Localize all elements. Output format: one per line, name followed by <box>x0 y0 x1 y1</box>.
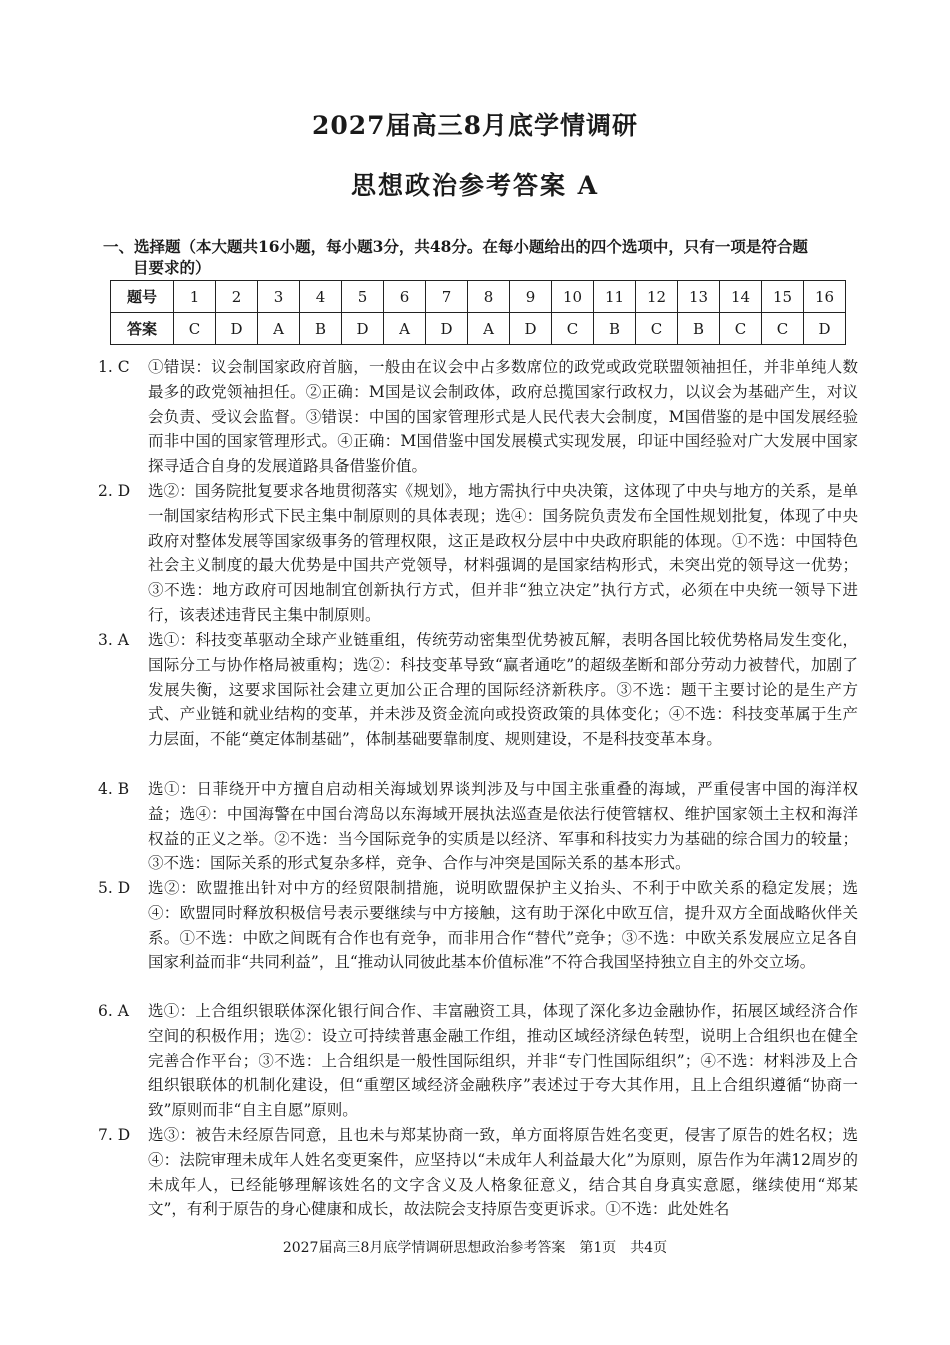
table-cell: 5 <box>342 281 384 313</box>
table-cell: D <box>804 313 846 345</box>
table-cell: D <box>510 313 552 345</box>
table-cell: 4 <box>300 281 342 313</box>
question-explanation <box>98 355 858 479</box>
table-cell: D <box>342 313 384 345</box>
question-text: 选③：被告未经原告同意，且也未与郑某协商一致，单方面将原告姓名变更，侵害了原告的姓名权；选④：法院审理未成年人姓名变更案件，应坚持以“未成年人利益最大化”为原则，原告作为年满12周岁的未成年人，已经能够理解该姓名的文字含义及人格象征意义，结合其自身真实意愿，继续使用“郑某文”，有利于原告的身心健康和成长，故法院会支持原告变更诉求。①不选：此处姓名 <box>148 1126 858 1219</box>
question-text: ①错误：议会制国家政府首脑，一般由在议会中占多数席位的政党或政党联盟领袖担任，并非单纯人数最多的政党领袖担任。②正确：M国是议会制政体，政府总揽国家行政权力，以议会为基础产生，对议会负责、受议会监督。③错误：中国的国家管理形式是人民代表大会制度，M国借鉴的是中国发展经验而非中国的国家管理形式。④正确：M国借鉴中国发展模式实现发展，印证中国经验对广大发展中国家探寻适合自身的发展道路具备借鉴价值。 <box>148 358 858 476</box>
question-explanation <box>98 999 858 1123</box>
table-cell: 2 <box>216 281 258 313</box>
table-cell: 12 <box>636 281 678 313</box>
table-cell: 7 <box>426 281 468 313</box>
table-cell: C <box>552 313 594 345</box>
document-title: 2027届高三8月底学情调研 <box>312 111 638 140</box>
question-number: 7. D <box>98 1126 131 1144</box>
table-cell: 14 <box>720 281 762 313</box>
section-heading-line1: 一、选择题（本大题共16小题，每小题3分，共48分。在每小题给出的四个选项中，只有一项是符合题 <box>103 237 808 256</box>
question-number: 5. D <box>98 879 131 897</box>
question-number: 4. B <box>98 780 130 798</box>
question-explanation <box>98 876 858 975</box>
question-text: 选①：日菲绕开中方擅自启动相关海域划界谈判涉及与中国主张重叠的海域，严重侵害中国的海洋权益；选④：中国海警在中国台湾岛以东海域开展执法巡查是依法行使管辖权、维护国家领土主权和海洋权益的正义之举。②不选：当今国际竞争的实质是以经济、军事和科技实力为基础的综合国力的较量；③不选：国际关系的形式复杂多样，竞争、合作与冲突是国际关系的基本形式。 <box>148 780 858 873</box>
table-cell: A <box>468 313 510 345</box>
table-cell: 15 <box>762 281 804 313</box>
table-cell: 6 <box>384 281 426 313</box>
table-cell: C <box>720 313 762 345</box>
answer-table-number-row <box>111 281 846 313</box>
table-cell: 1 <box>174 281 216 313</box>
table-cell: D <box>426 313 468 345</box>
question-number: 2. D <box>98 482 131 500</box>
section-heading-line2: 目要求的） <box>133 258 211 277</box>
table-cell: 16 <box>804 281 846 313</box>
question-text: 选②：国务院批复要求各地贯彻落实《规划》，地方需执行中央决策，这体现了中央与地方的关系，是单一制国家结构形式下民主集中制原则的具体表现；选④：国务院负责发布全国性规划批复，体现了中央政府对整体发展等国家级事务的管理权限，这正是政权分层中中央政府职能的体现。①不选：中国特色社会主义制度的最大优势是中国共产党领导，材料强调的是国家结构形式，未突出党的领导这一优势；③不选：地方政府可因地制宜创新执行方式，但并非“独立决定”执行方式，必须在中央统一领导下进行，该表述违背民主集中制原则。 <box>148 482 858 624</box>
table-cell: 10 <box>552 281 594 313</box>
table-cell: C <box>174 313 216 345</box>
question-text: 选②：欧盟推出针对中方的经贸限制措施，说明欧盟保护主义抬头、不利于中欧关系的稳定发展；选④：欧盟同时释放积极信号表示要继续与中方接触，这有助于深化中欧互信，提升双方全面战略伙伴关系。①不选：中欧之间既有合作也有竞争，而非用合作“替代”竞争；③不选：中欧关系发展应立足各自国家利益而非“共同利益”，且“推动认同彼此基本价值标准”不符合我国坚持独立自主的外交立场。 <box>148 879 858 972</box>
question-explanation <box>98 1123 858 1222</box>
table-cell: C <box>636 313 678 345</box>
question-explanation <box>98 777 858 876</box>
section-heading <box>103 236 863 278</box>
question-explanation <box>98 479 858 628</box>
table-cell: 3 <box>258 281 300 313</box>
table-cell: A <box>258 313 300 345</box>
row-label-number: 题号 <box>111 281 174 313</box>
table-cell: D <box>216 313 258 345</box>
table-cell: 13 <box>678 281 720 313</box>
question-number: 1. C <box>98 358 130 376</box>
table-cell: A <box>384 313 426 345</box>
document-subtitle: 思想政治参考答案 A <box>350 171 600 200</box>
page-footer: 2027届高三8月底学情调研思想政治参考答案 第1页 共4页 <box>282 1240 668 1256</box>
question-number: 3. A <box>98 631 129 649</box>
question-text: 选①：科技变革驱动全球产业链重组，传统劳动密集型优势被瓦解，表明各国比较优势格局发生变化，国际分工与协作格局被重构；选②：科技变革导致“赢者通吃”的超级垄断和部分劳动力被替代，加剧了发展失衡，这要求国际社会建立更加公正合理的国际经济新秩序。③不选：题干主要讨论的是生产方式、产业链和就业结构的变革，并未涉及资金流向或投资政策的具体变化；④不选：科技变革属于生产力层面，不能“奠定体制基础”，体制基础要靠制度、规则建设，不是科技变革本身。 <box>148 631 858 749</box>
table-cell: B <box>594 313 636 345</box>
table-cell: B <box>300 313 342 345</box>
question-explanation <box>98 628 858 752</box>
table-cell: 8 <box>468 281 510 313</box>
answer-table-answer-row <box>111 313 846 345</box>
answer-table <box>110 280 846 345</box>
row-label-answer: 答案 <box>111 313 174 345</box>
table-cell: 9 <box>510 281 552 313</box>
question-text: 选①：上合组织银联体深化银行间合作、丰富融资工具，体现了深化多边金融协作，拓展区域经济合作空间的积极作用；选②：设立可持续普惠金融工作组，推动区域经济绿色转型，说明上合组织也在健全完善合作平台；③不选：上合组织是一般性国际组织，并非“专门性国际组织”；④不选：材料涉及上合组织银联体的机制化建设，但“重塑区域经济金融秩序”表述过于夸大其作用，且上合组织遵循“协商一致”原则而非“自主自愿”原则。 <box>148 1002 858 1120</box>
table-cell: 11 <box>594 281 636 313</box>
question-number: 6. A <box>98 1002 129 1020</box>
table-cell: B <box>678 313 720 345</box>
table-cell: C <box>762 313 804 345</box>
